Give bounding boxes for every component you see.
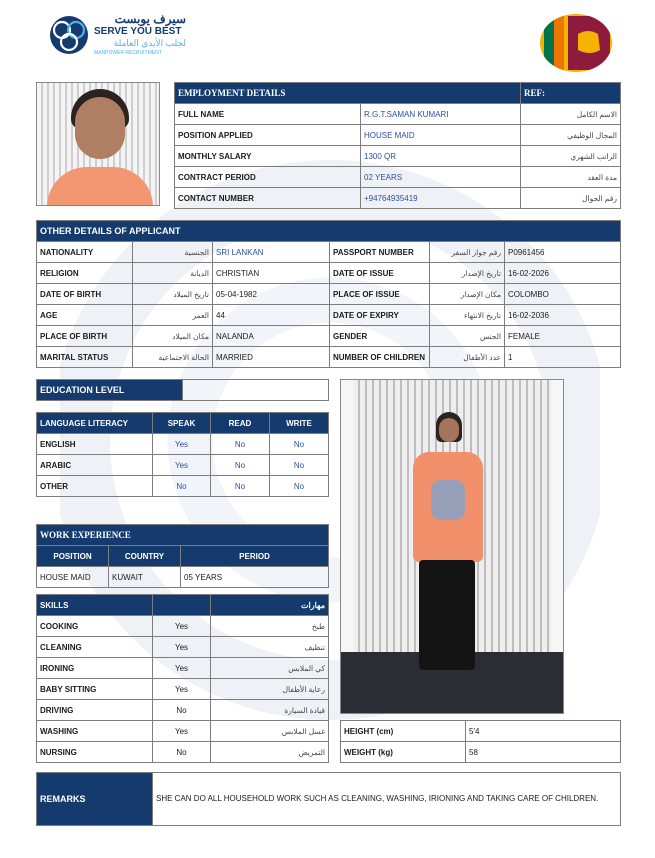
- arabic-speak: Yes: [153, 455, 211, 476]
- place-of-issue-arabic: مكان الإصدار: [430, 284, 505, 305]
- speak-header: SPEAK: [153, 413, 211, 434]
- education-level-table: [36, 379, 329, 401]
- number-of-children-label: NUMBER OF CHILDREN: [330, 347, 430, 368]
- cleaning-label: CLEANING: [37, 637, 153, 658]
- position-header: POSITION: [37, 546, 109, 567]
- weight-label: WEIGHT (kg): [341, 742, 466, 763]
- other-language-label: OTHER: [37, 476, 153, 497]
- other-details-title: OTHER DETAILS OF APPLICANT: [37, 221, 621, 242]
- cleaning-arabic: تنظيف: [211, 637, 329, 658]
- arabic-write: No: [270, 455, 329, 476]
- skills-table: [36, 594, 329, 763]
- country-header: COUNTRY: [109, 546, 181, 567]
- washing-label: WASHING: [37, 721, 153, 742]
- ironing-label: IRONING: [37, 658, 153, 679]
- full-name-value: R.G.T.SAMAN KUMARI: [361, 104, 521, 125]
- nursing-arabic: التمريض: [211, 742, 329, 763]
- weight-value: 58: [466, 742, 621, 763]
- remarks-text: SHE CAN DO ALL HOUSEHOLD WORK SUCH AS CLEANING, WASHING, IRIONING AND TAKING CARE OF CHILDREN.: [153, 773, 621, 826]
- other-details-table: [36, 220, 621, 368]
- profile-photo: [36, 82, 160, 206]
- other-language-speak: No: [153, 476, 211, 497]
- age-arabic: العمر: [133, 305, 213, 326]
- read-header: READ: [211, 413, 270, 434]
- number-of-children-arabic: عدد الأطفال: [430, 347, 505, 368]
- nationality-value: SRI LANKAN: [213, 242, 330, 263]
- monthly-salary-arabic: الراتب الشهري: [521, 146, 621, 167]
- date-of-expiry-value: 16-02-2036: [505, 305, 621, 326]
- place-of-issue-value: COLOMBO: [505, 284, 621, 305]
- date-of-birth-value: 05-04-1982: [213, 284, 330, 305]
- marital-status-label: MARITAL STATUS: [37, 347, 133, 368]
- other-language-write: No: [270, 476, 329, 497]
- religion-label: RELIGION: [37, 263, 133, 284]
- english-read: No: [211, 434, 270, 455]
- monthly-salary-value: 1300 QR: [361, 146, 521, 167]
- date-of-birth-label: DATE OF BIRTH: [37, 284, 133, 305]
- english-write: No: [270, 434, 329, 455]
- write-header: WRITE: [270, 413, 329, 434]
- arabic-label: ARABIC: [37, 455, 153, 476]
- age-label: AGE: [37, 305, 133, 326]
- education-level-title: EDUCATION LEVEL: [37, 380, 183, 401]
- company-logo: [48, 12, 188, 58]
- skills-arabic-title: مهارات: [211, 595, 329, 616]
- period-header: PERIOD: [181, 546, 329, 567]
- logo-arabic-name: سيرف يوبست: [114, 12, 186, 26]
- remarks-table: [36, 772, 621, 826]
- baby-sitting-label: BABY SITTING: [37, 679, 153, 700]
- ref-label: REF:: [521, 83, 621, 104]
- full-name-label: FULL NAME: [175, 104, 361, 125]
- ironing-value: Yes: [153, 658, 211, 679]
- contract-period-label: CONTRACT PERIOD: [175, 167, 361, 188]
- passport-number-value: P0961456: [505, 242, 621, 263]
- cooking-value: Yes: [153, 616, 211, 637]
- height-value: 5'4: [466, 721, 621, 742]
- number-of-children-value: 1: [505, 347, 621, 368]
- work-country-value: KUWAIT: [109, 567, 181, 588]
- driving-label: DRIVING: [37, 700, 153, 721]
- height-label: HEIGHT (cm): [341, 721, 466, 742]
- gender-label: GENDER: [330, 326, 430, 347]
- sri-lanka-flag-icon: [538, 12, 614, 74]
- contact-number-label: CONTACT NUMBER: [175, 188, 361, 209]
- measurements-table: [340, 720, 621, 763]
- language-literacy-header: LANGUAGE LITERACY: [37, 413, 153, 434]
- work-experience-table: [36, 524, 329, 588]
- english-label: ENGLISH: [37, 434, 153, 455]
- washing-value: Yes: [153, 721, 211, 742]
- date-of-issue-arabic: تاريخ الإصدار: [430, 263, 505, 284]
- work-period-value: 05 YEARS: [181, 567, 329, 588]
- language-literacy-table: [36, 412, 329, 497]
- baby-sitting-value: Yes: [153, 679, 211, 700]
- place-of-birth-value: NALANDA: [213, 326, 330, 347]
- logo-arabic-sub: لجلب الأيدي العاملة: [113, 38, 186, 48]
- nationality-label: NATIONALITY: [37, 242, 133, 263]
- full-body-photo: [340, 379, 564, 714]
- nursing-value: No: [153, 742, 211, 763]
- religion-arabic: الديانة: [133, 263, 213, 284]
- monthly-salary-label: MONTHLY SALARY: [175, 146, 361, 167]
- education-level-value: [183, 380, 329, 401]
- age-value: 44: [213, 305, 330, 326]
- employment-details-table: [174, 82, 621, 209]
- skills-title: SKILLS: [37, 595, 153, 616]
- globe-logo-icon: [48, 14, 90, 56]
- cleaning-value: Yes: [153, 637, 211, 658]
- logo-english-name: SERVE YOU BEST: [94, 26, 182, 37]
- contract-period-arabic: مدة العقد: [521, 167, 621, 188]
- arabic-read: No: [211, 455, 270, 476]
- position-applied-label: POSITION APPLIED: [175, 125, 361, 146]
- marital-status-arabic: الحالة الاجتماعية: [133, 347, 213, 368]
- washing-arabic: غسل الملابس: [211, 721, 329, 742]
- logo-tagline: MANPOWER RECRUITMENT: [94, 50, 162, 56]
- ironing-arabic: كي الملابس: [211, 658, 329, 679]
- place-of-birth-label: PLACE OF BIRTH: [37, 326, 133, 347]
- place-of-issue-label: PLACE OF ISSUE: [330, 284, 430, 305]
- passport-number-label: PASSPORT NUMBER: [330, 242, 430, 263]
- position-applied-value: HOUSE MAID: [361, 125, 521, 146]
- contact-number-value: +94764935419: [361, 188, 521, 209]
- full-name-arabic: الاسم الكامل: [521, 104, 621, 125]
- work-experience-title: WORK EXPERIENCE: [37, 525, 329, 546]
- gender-arabic: الجنس: [430, 326, 505, 347]
- date-of-expiry-arabic: تاريخ الانتهاء: [430, 305, 505, 326]
- place-of-birth-arabic: مكان الميلاد: [133, 326, 213, 347]
- marital-status-value: MARRIED: [213, 347, 330, 368]
- contact-number-arabic: رقم الجوال: [521, 188, 621, 209]
- baby-sitting-arabic: رعاية الأطفال: [211, 679, 329, 700]
- english-speak: Yes: [153, 434, 211, 455]
- driving-arabic: قيادة السيارة: [211, 700, 329, 721]
- date-of-issue-value: 16-02-2026: [505, 263, 621, 284]
- nationality-arabic: الجنسية: [133, 242, 213, 263]
- nursing-label: NURSING: [37, 742, 153, 763]
- remarks-label: REMARKS: [37, 773, 153, 826]
- other-language-read: No: [211, 476, 270, 497]
- date-of-birth-arabic: تاريخ الميلاد: [133, 284, 213, 305]
- work-position-value: HOUSE MAID: [37, 567, 109, 588]
- position-applied-arabic: المجال الوظيفي: [521, 125, 621, 146]
- date-of-expiry-label: DATE OF EXPIRY: [330, 305, 430, 326]
- driving-value: No: [153, 700, 211, 721]
- contract-period-value: 02 YEARS: [361, 167, 521, 188]
- cooking-label: COOKING: [37, 616, 153, 637]
- employment-title: EMPLOYMENT DETAILS: [175, 83, 521, 104]
- date-of-issue-label: DATE OF ISSUE: [330, 263, 430, 284]
- passport-number-arabic: رقم جواز السفر: [430, 242, 505, 263]
- gender-value: FEMALE: [505, 326, 621, 347]
- religion-value: CHRISTIAN: [213, 263, 330, 284]
- cooking-arabic: طبخ: [211, 616, 329, 637]
